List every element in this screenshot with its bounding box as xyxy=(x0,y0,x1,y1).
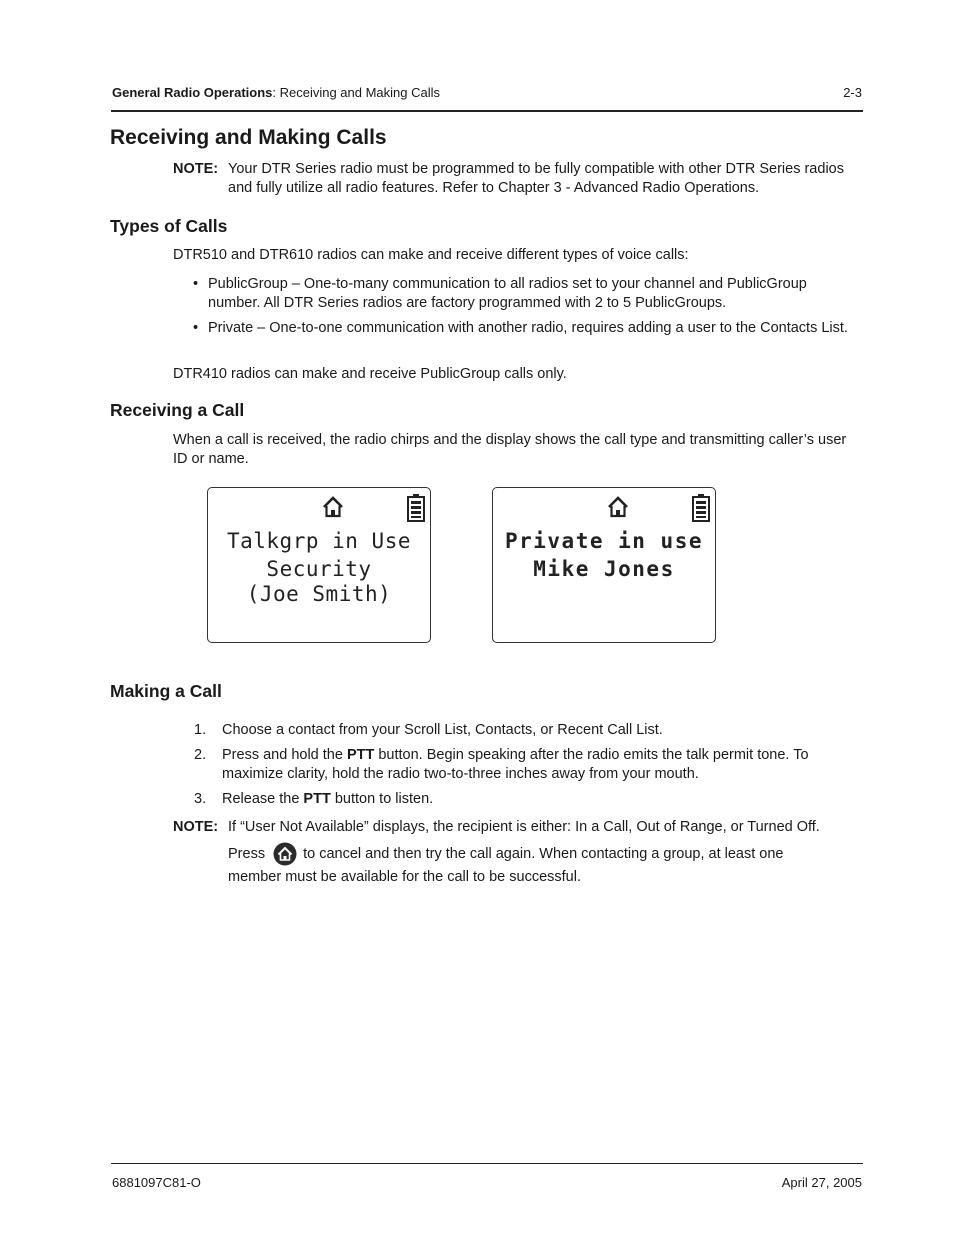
step-text xyxy=(222,746,863,784)
running-header xyxy=(112,85,440,100)
page-title: Receiving and Making Calls xyxy=(110,126,387,149)
list-item: Private – One-to-one communication with another radio, requires adding a user to the Contacts List. xyxy=(208,320,848,336)
footer-rule xyxy=(111,1163,863,1164)
section-heading-types-of-calls: Types of Calls xyxy=(110,216,228,236)
radio-display-talkgroup xyxy=(207,487,431,643)
step-number: 1. xyxy=(194,722,207,738)
step-number: 3. xyxy=(194,791,207,807)
types-outro: DTR410 radios can make and receive PublicGroup calls only. xyxy=(173,366,567,382)
ptt-label: PTT xyxy=(346,747,375,763)
ptt-label: PTT xyxy=(303,791,331,807)
receiving-text: When a call is received, the radio chirps and the display shows the call type and transmitting caller’s user ID or name. xyxy=(173,432,847,467)
bullet-glyph: • xyxy=(193,276,199,292)
page-number: 2-3 xyxy=(843,85,862,100)
header-section-rest: : Receiving and Making Calls xyxy=(272,85,441,100)
step-text xyxy=(222,790,863,809)
header-section-bold: General Radio Operations xyxy=(112,85,273,100)
display-line-1: Private in use xyxy=(504,529,703,553)
bullet-glyph: • xyxy=(193,320,199,336)
step-text-post: button to listen. xyxy=(330,791,434,807)
home-button-icon xyxy=(273,842,297,866)
note-text-line-2 xyxy=(228,841,863,867)
battery-icon xyxy=(407,494,425,522)
types-intro: DTR510 and DTR610 radios can make and receive different types of voice calls: xyxy=(173,247,689,263)
document-id: 6881097C81-O xyxy=(112,1175,201,1190)
note-label: NOTE: xyxy=(173,161,219,177)
display-line-2: Mike Jones xyxy=(533,557,675,581)
radio-display-private xyxy=(492,487,716,643)
document-date: April 27, 2005 xyxy=(781,1175,862,1190)
note-text-line-3: member must be available for the call to be successful. xyxy=(228,869,581,885)
section-heading-receiving-a-call: Receiving a Call xyxy=(110,400,245,420)
section-heading-making-a-call: Making a Call xyxy=(110,681,222,701)
note-after-icon: to cancel and then try the call again. When contacting a group, at least one xyxy=(303,846,784,862)
step-text-pre: Release the xyxy=(222,791,304,807)
step-text-post: button. Begin speaking after the radio emits the talk permit tone. To maximize clarity, hold the radio two-to-three inches away from your mouth. xyxy=(222,747,809,782)
step-number: 2. xyxy=(194,747,207,763)
step-text-pre: Press and hold the xyxy=(222,747,347,763)
display-line-2: Security xyxy=(266,557,372,581)
home-icon xyxy=(322,496,344,518)
note-text-line-1: If “User Not Available” displays, the recipient is either: In a Call, Out of Range, or Turned Off. xyxy=(228,819,820,835)
battery-icon xyxy=(692,494,710,522)
note-label: NOTE: xyxy=(173,819,219,835)
home-icon xyxy=(607,496,629,518)
step-text: Choose a contact from your Scroll List, Contacts, or Recent Call List. xyxy=(222,722,663,738)
note-press-word: Press xyxy=(228,846,266,862)
display-line-1: Talkgrp in Use xyxy=(226,529,411,553)
note-text: Your DTR Series radio must be programmed to be fully compatible with other DTR Series radios and fully utilize all radio features. Refer to Chapter 3 - Advanced Radio Operations. xyxy=(228,161,844,196)
display-line-3: (Joe Smith) xyxy=(246,582,392,606)
header-rule xyxy=(111,110,863,112)
list-item: PublicGroup – One-to-many communication to all radios set to your channel and PublicGroup number. All DTR Series radios are factory programmed with 2 to 5 PublicGroups. xyxy=(208,276,807,311)
